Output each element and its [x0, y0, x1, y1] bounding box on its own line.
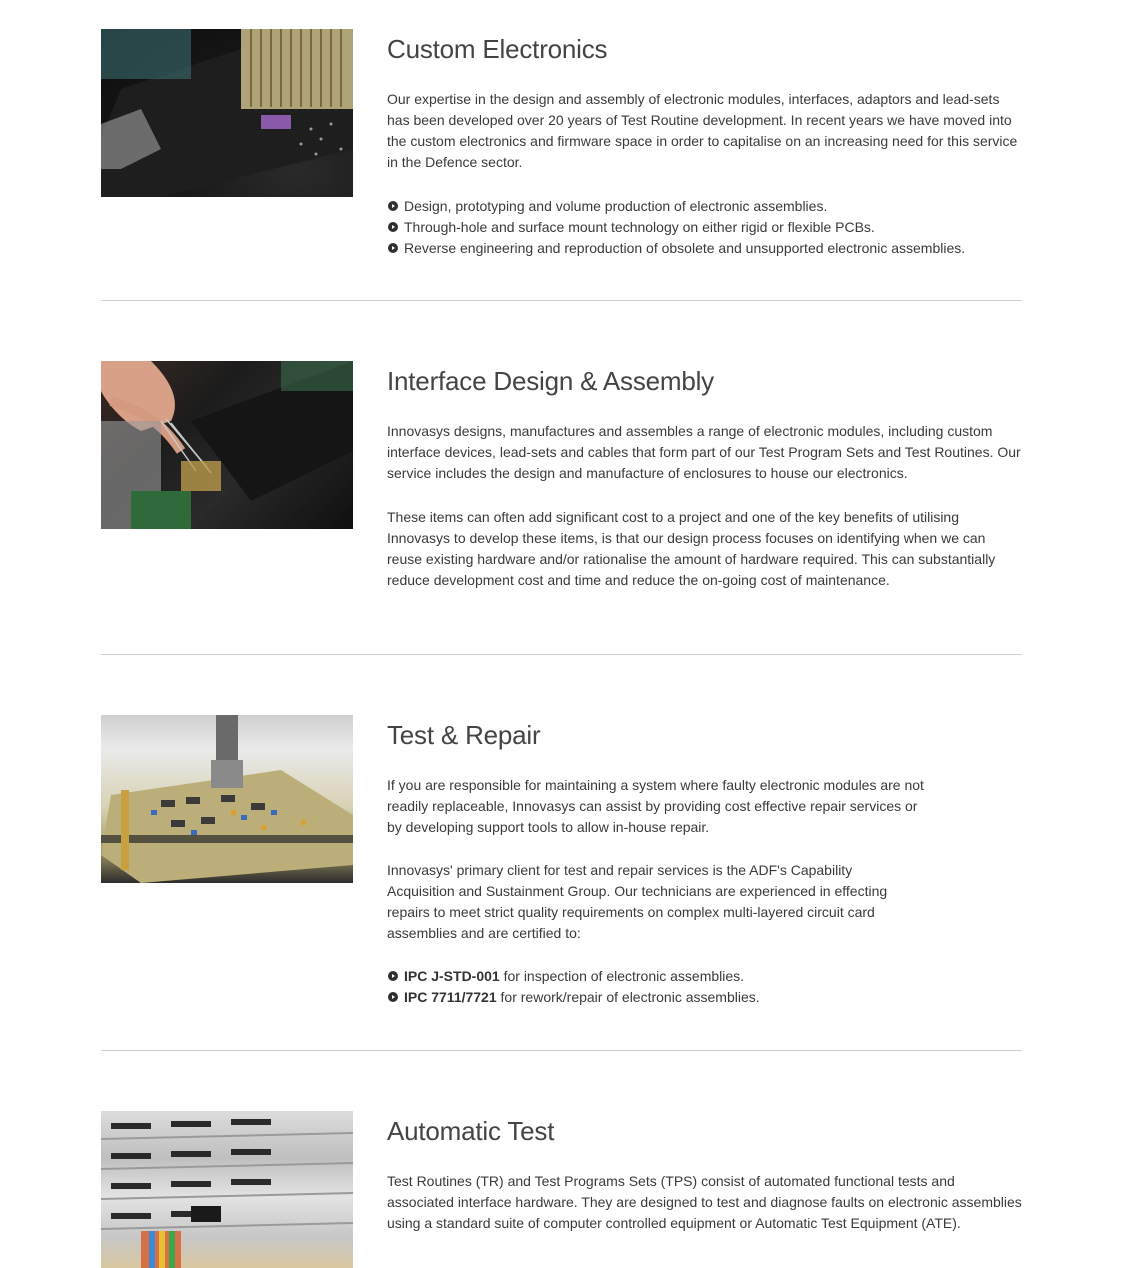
section-paragraph: These items can often add significant cost to a project and one of the key benefits of utilising Innovasys to develop these items, is that our design process focuses on identifying when we can reuse existing hardware and/or rationalise the amount of hardware required. This can substantially reduce development cost and time and reduce the on-going cost of maintenance. [387, 509, 996, 588]
section-title: Test & Repair [387, 720, 541, 750]
bullet-icon [388, 992, 398, 1002]
section-divider [101, 1050, 1022, 1051]
section-paragraph: Innovasys' primary client for test and repair services is the ADF's Capability Acquisition and Sustainment Group. Our technicians are experienced in effecting repairs to meet strict quality requirements on complex multi-layered circuit card assemblies and are certified to: [387, 862, 888, 941]
section-divider [101, 300, 1022, 301]
section-divider [101, 654, 1022, 655]
bullet-icon [388, 243, 398, 253]
bullet-icon [388, 201, 398, 211]
section-paragraph: Innovasys designs, manufactures and assembles a range of electronic modules, including custom interface devices, lead-sets and cables that form part of our Test Program Sets and Test Routines. Our service includes the design and manufacture of enclosures to house our electronics. [387, 423, 1021, 481]
hand-wiring-photo [101, 361, 353, 529]
pcb-repair-photo [101, 715, 353, 883]
bullet-icon [388, 222, 398, 232]
bullet-icon [388, 971, 398, 981]
list-item: IPC J-STD-001 for inspection of electronic assemblies. [387, 966, 947, 987]
section-paragraph: If you are responsible for maintaining a system where faulty electronic modules are not readily replaceable, Innovasys can assist by providing cost effective repair services or by developing support tools to allow in-house repair. [387, 777, 924, 835]
section-paragraph: Our expertise in the design and assembly of electronic modules, interfaces, adaptors and lead-sets has been developed over 20 years of Test Routine development. In recent years we have moved into the custom electronics and firmware space in order to capitalise on an increasing need for this service in the Defence sector. [387, 91, 1018, 170]
circuit-board-photo [101, 29, 353, 197]
section-test-repair [101, 715, 1022, 1015]
list-item: Through-hole and surface mount technology on either rigid or flexible PCBs. [387, 217, 1023, 238]
list-item: Reverse engineering and reproduction of obsolete and unsupported electronic assemblies. [387, 238, 1023, 259]
list-item: IPC 7711/7721 for rework/repair of electronic assemblies. [387, 987, 947, 1008]
list-item: Design, prototyping and volume production of electronic assemblies. [387, 196, 1023, 217]
section-title: Automatic Test [387, 1116, 555, 1146]
section-title: Interface Design & Assembly [387, 366, 714, 396]
feature-list [387, 196, 1023, 259]
certification-list [387, 966, 947, 1008]
section-title: Custom Electronics [387, 34, 608, 64]
test-rack-photo [101, 1111, 353, 1268]
section-custom-electronics [101, 29, 1022, 269]
section-interface-design [101, 361, 1022, 601]
section-paragraph: Test Routines (TR) and Test Programs Sets (TPS) consist of automated functional tests and associated interface hardware. They are designed to test and diagnose faults on electronic assemblies using a standard suite of computer controlled equipment or Automatic Test Equipment (ATE). [387, 1173, 1022, 1231]
section-automatic-test [101, 1111, 1022, 1268]
